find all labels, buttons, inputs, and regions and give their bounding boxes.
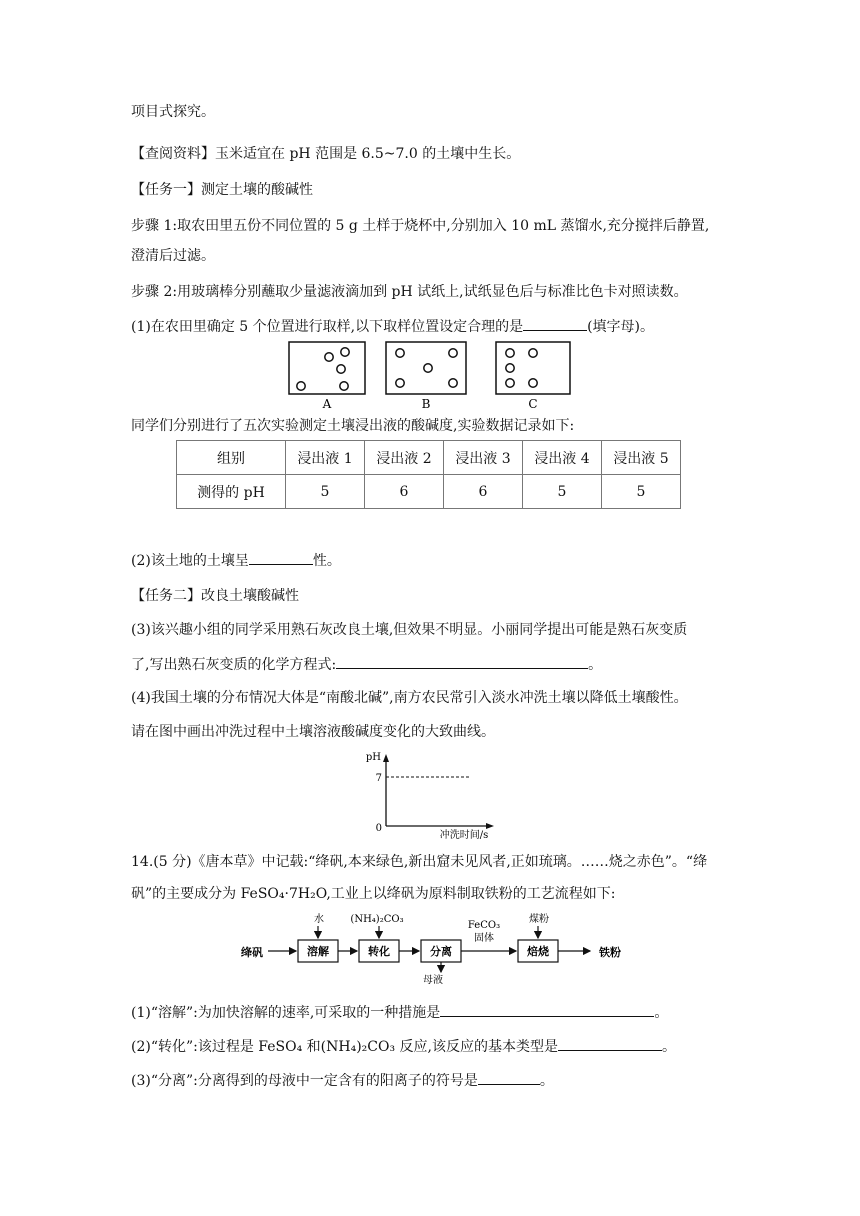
table-header-row (177, 441, 681, 475)
flow-input-coal: 煤粉 (529, 914, 549, 925)
sub-question-1 (131, 1002, 668, 1023)
sampling-option-c (496, 342, 570, 394)
table-header-cell: 浸出液 3 (444, 441, 523, 475)
table-header-cell: 浸出液 4 (523, 441, 602, 475)
sub-question-2 (131, 1036, 676, 1057)
sample-dot (529, 379, 537, 387)
sampling-label-c: C (528, 397, 538, 411)
answer-blank-5[interactable] (558, 1036, 662, 1051)
question-3-suffix: 。 (588, 657, 603, 673)
flow-start-label: 绛矾 (241, 946, 263, 959)
step2-text: 步骤 2:用玻璃棒分别蘸取少量滤液滴加到 pH 试纸上,试纸显色后与标准比色卡对照读数。 (131, 284, 688, 300)
sampling-diagram (285, 338, 585, 412)
info-text: 【查阅资料】玉米适宜在 pH 范围是 6.5~7.0 的土壤中生长。 (131, 146, 521, 162)
sample-dot (424, 364, 432, 372)
flow-intermediate-line2: 固体 (474, 933, 494, 944)
table-row (177, 475, 681, 509)
table-header-cell: 浸出液 5 (602, 441, 681, 475)
sub-question-2-prefix: (2)“转化”:该过程是 FeSO₄ 和(NH₄)₂CO₃ 反应,该反应的基本类型是 (131, 1039, 558, 1055)
table-cell: 测得的 pH (177, 475, 286, 509)
table-header-cell: 组别 (177, 441, 286, 475)
flow-input-ammonium-carbonate: (NH₄)₂CO₃ (350, 914, 404, 925)
table-cell: 5 (523, 475, 602, 509)
sample-dot (297, 382, 305, 390)
question-1-suffix: (填字母)。 (587, 319, 655, 335)
sub-question-3 (131, 1070, 554, 1091)
sub-question-3-suffix: 。 (539, 1073, 554, 1089)
flow-box-convert-label: 转化 (368, 945, 390, 958)
sample-dot (337, 365, 345, 373)
question-2 (131, 550, 341, 571)
step1-line2: 澄清后过滤。 (131, 248, 215, 264)
table-cell: 5 (286, 475, 365, 509)
question-3-line1: (3)该兴趣小组的同学采用熟石灰改良土壤,但效果不明显。小丽同学提出可能是熟石灰变质 (131, 622, 688, 638)
sample-dot (506, 349, 514, 357)
sample-dot (340, 382, 348, 390)
sample-dot (449, 349, 457, 357)
question-3-line2 (131, 654, 602, 675)
question-3-prefix: 了,写出熟石灰变质的化学方程式: (131, 657, 337, 673)
y-tick-label: 7 (375, 773, 382, 784)
sub-question-2-suffix: 。 (662, 1039, 676, 1055)
table-header-cell: 浸出液 2 (365, 441, 444, 475)
sample-dot (341, 348, 349, 356)
answer-blank-4[interactable] (440, 1002, 654, 1017)
sampling-option-a (289, 342, 365, 394)
sample-dot (506, 364, 514, 372)
flow-input-water: 水 (314, 914, 324, 925)
question-1 (131, 316, 654, 337)
sample-dot (506, 379, 514, 387)
table-intro: 同学们分别进行了五次实验测定土壤浸出液的酸碱度,实验数据记录如下: (131, 418, 575, 434)
sampling-label-b: B (421, 397, 431, 411)
flow-box-dissolve-label: 溶解 (307, 945, 329, 958)
y-axis-arrow (383, 754, 389, 762)
task1-title: 【任务一】测定土壤的酸碱性 (131, 182, 313, 198)
sampling-option-b (386, 342, 466, 394)
intro-text: 项目式探究。 (131, 104, 215, 120)
question-4-line1: (4)我国土壤的分布情况大体是“南酸北碱”,南方农民常引入淡水冲洗土壤以降低土壤酸性。 (131, 690, 688, 706)
flow-output-mother-liquor: 母液 (423, 975, 443, 986)
flow-intermediate-line1: FeCO₃ (467, 920, 501, 931)
flow-box-separate-label: 分离 (430, 945, 452, 958)
x-axis-arrow (486, 823, 494, 829)
answer-blank-2[interactable] (249, 550, 313, 565)
question-4-line2: 请在图中画出冲洗过程中土壤溶液酸碱度变化的大致曲线。 (131, 724, 495, 740)
question-1-prefix: (1)在农田里确定 5 个位置进行取样,以下取样位置设定合理的是 (131, 319, 524, 335)
sample-dot (449, 379, 457, 387)
table-cell: 6 (444, 475, 523, 509)
question-2-suffix: 性。 (312, 553, 341, 569)
table-cell: 5 (602, 475, 681, 509)
answer-blank-1[interactable] (523, 316, 587, 331)
step1-line1: 步骤 1:取农田里五份不同位置的 5 g 土样于烧杯中,分别加入 10 mL 蒸馏水,充分搅拌后静置, (131, 218, 710, 234)
ph-graph[interactable] (356, 752, 516, 842)
flow-end-label: 铁粉 (599, 946, 621, 959)
ph-data-table (176, 440, 681, 509)
question-14-line2: 矾”的主要成分为 FeSO₄·7H₂O,工业上以绛矾为原料制取铁粉的工艺流程如下: (131, 886, 616, 902)
sampling-label-a: A (322, 397, 332, 411)
sample-dot (396, 379, 404, 387)
answer-blank-3[interactable] (336, 654, 588, 669)
table-header-cell: 浸出液 1 (286, 441, 365, 475)
sample-dot (529, 349, 537, 357)
task2-title: 【任务二】改良土壤酸碱性 (131, 588, 299, 604)
sub-question-1-prefix: (1)“溶解”:为加快溶解的速率,可采取的一种措施是 (131, 1005, 441, 1021)
sub-question-3-prefix: (3)“分离”:分离得到的母液中一定含有的阳离子的符号是 (131, 1073, 478, 1089)
x-axis-label: 冲洗时间/s (439, 830, 489, 841)
origin-label: 0 (375, 823, 382, 834)
table-cell: 6 (365, 475, 444, 509)
question-14-line1: 14.(5 分)《唐本草》中记载:“绛矾,本来绿色,新出窟未见风者,正如琉璃。……烧之赤色”。“绛 (131, 854, 708, 870)
question-2-prefix: (2)该土地的土壤呈 (131, 553, 249, 569)
sub-question-1-suffix: 。 (654, 1005, 669, 1021)
process-flow-diagram (232, 908, 642, 988)
y-axis-label: pH (365, 752, 381, 763)
flow-box-roast-label: 焙烧 (527, 945, 549, 958)
sample-dot (325, 353, 333, 361)
sample-dot (396, 349, 404, 357)
answer-blank-6[interactable] (478, 1070, 540, 1085)
